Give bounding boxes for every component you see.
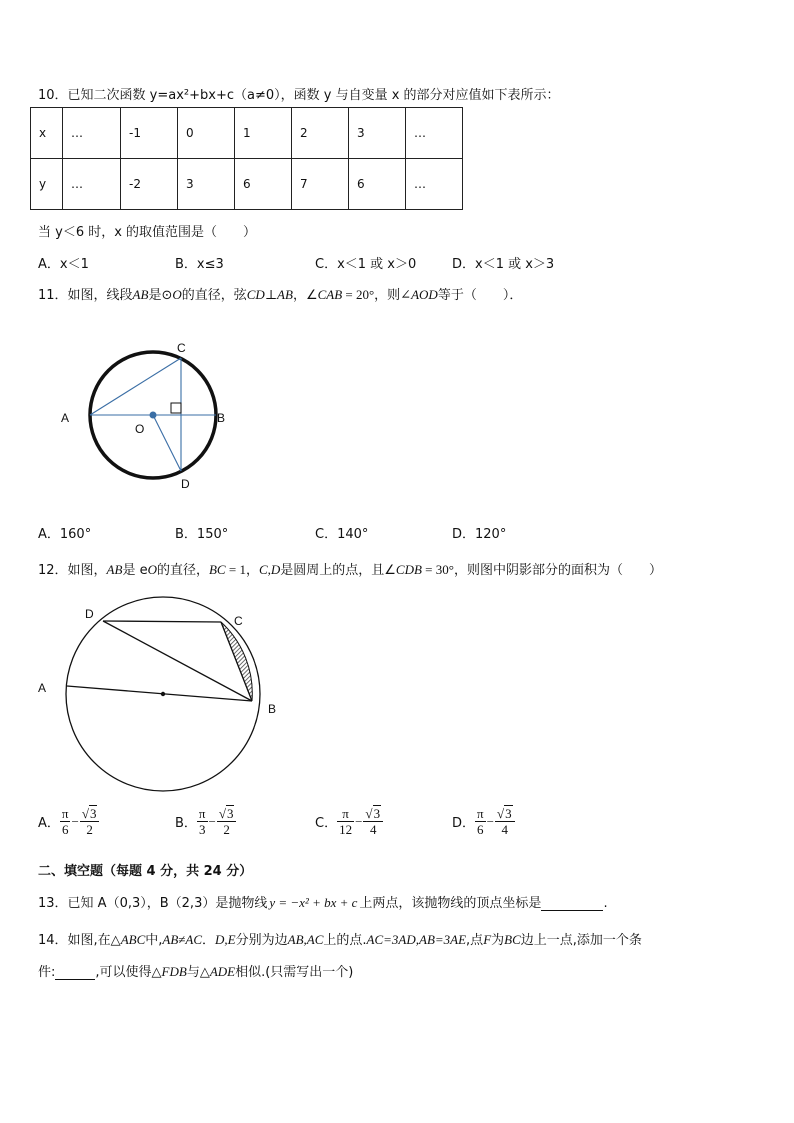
math-var: AB <box>277 287 293 302</box>
q12-option-d[interactable] <box>452 806 515 837</box>
text-span: 为 <box>491 933 505 948</box>
math-var: BC <box>208 562 226 577</box>
text-span: 件: <box>38 965 56 980</box>
text-span: . <box>603 896 608 911</box>
text-span: 上的点. <box>323 933 367 948</box>
math-var: AB <box>132 287 149 302</box>
label-c: C <box>177 341 186 355</box>
denominator: 4 <box>501 822 508 837</box>
text-span: 中, <box>145 933 163 948</box>
math-var: AOD <box>411 287 438 302</box>
segment-ac <box>90 358 181 415</box>
option-label: A． <box>38 816 60 831</box>
table-cell: -2 <box>121 159 178 210</box>
table-cell: 6 <box>349 159 406 210</box>
radicand: 3 <box>505 806 512 821</box>
text-span: ,可以使得△ <box>95 965 162 980</box>
text-span: ． <box>202 933 216 948</box>
math-var: ADE <box>209 964 236 979</box>
minus-sign: − <box>355 813 363 829</box>
label-d: D <box>85 607 94 621</box>
chord-dc <box>103 621 221 622</box>
math-var: O <box>172 287 182 302</box>
q11-option-c[interactable]: C．140° <box>315 527 369 542</box>
text-span: 的直径， <box>156 563 209 578</box>
text-span: 是圆周上的点，且∠ <box>280 563 396 578</box>
q10-option-b[interactable]: B．x≤3 <box>175 257 224 272</box>
denominator: 2 <box>223 822 230 837</box>
table-cell: 2 <box>292 108 349 159</box>
fraction <box>60 806 71 837</box>
right-angle-mark <box>171 403 181 413</box>
denominator: 12 <box>339 822 353 837</box>
fraction <box>337 806 354 837</box>
text-span: 13．已知 A（0,3），B（2,3）是抛物线 <box>38 896 268 911</box>
math-symbol: ⊥ <box>264 287 278 302</box>
math-var: C,D <box>258 562 281 577</box>
label-d: D <box>181 477 190 491</box>
q10-option-a[interactable]: A．x＜1 <box>38 257 89 272</box>
table-row <box>31 159 463 210</box>
math-var: CD <box>246 287 265 302</box>
q10-condition: 当 y＜6 时，x 的取值范围是（ ） <box>38 225 257 240</box>
diameter-ab <box>67 686 252 701</box>
fraction: $\frac{√3}{2}$ <box>80 806 100 837</box>
table-cell: x <box>31 108 63 159</box>
q12-option-b[interactable] <box>175 806 236 837</box>
table-cell: 3 <box>349 108 406 159</box>
q10-option-d[interactable]: D．x＜1 或 x＞3 <box>452 257 555 272</box>
label-o: O <box>135 422 145 436</box>
label-a: A <box>61 411 70 425</box>
section-heading: 二、填空题（每题 4 分，共 24 分） <box>38 864 253 879</box>
table-cell: 7 <box>292 159 349 210</box>
minus-sign: − <box>71 813 79 829</box>
table-cell: … <box>63 159 121 210</box>
numerator: π <box>198 806 206 821</box>
table-cell: y <box>31 159 63 210</box>
text-span: = 1， <box>225 562 259 577</box>
math-var: AB <box>106 562 123 577</box>
minus-sign: − <box>208 813 216 829</box>
text-span: 11．如图，线段 <box>38 288 133 303</box>
math-var: D,E <box>215 932 236 947</box>
numerator: π <box>61 806 69 821</box>
q10-option-c[interactable]: C．x＜1 或 x＞0 <box>315 257 417 272</box>
fraction <box>475 806 486 837</box>
text-span: 12．如图， <box>38 563 107 578</box>
text-span: 分别为边 <box>235 933 288 948</box>
label-b: B <box>268 702 277 716</box>
text-span: 与△ <box>186 965 210 980</box>
math-var: BC <box>504 932 521 947</box>
fraction: $\frac{√3}{4}$ <box>363 806 383 837</box>
segment-od <box>153 415 181 471</box>
text-span: 是 e <box>122 563 148 578</box>
table-cell: 0 <box>178 108 235 159</box>
text-span: 等于（ ）． <box>437 288 523 303</box>
numerator: π <box>337 806 354 822</box>
option-label: C． <box>315 816 338 831</box>
math-var: ABC <box>120 932 146 947</box>
q10-value-table <box>30 107 463 210</box>
text-span: ，∠ <box>292 288 318 303</box>
q11-option-d[interactable]: D．120° <box>452 527 507 542</box>
math-var: CAB <box>317 287 343 302</box>
text-span: 边上一点,添加一个条 <box>520 933 642 948</box>
label-b: B <box>217 411 226 425</box>
text-span: = 30°，则图中阴影部分的面积为（ ） <box>421 562 662 577</box>
math-formula: y = −x² + bx + c <box>269 895 358 910</box>
text-span: ,点 <box>466 933 484 948</box>
center-dot <box>161 692 165 696</box>
table-row <box>31 108 463 159</box>
denominator: 6 <box>477 822 484 837</box>
q10-stem: 10．已知二次函数 y=ax²+bx+c（a≠0），函数 y 与自变量 x 的部分对应值如下表所示： <box>38 88 560 103</box>
denominator: 2 <box>86 822 93 837</box>
radicand: 3 <box>89 806 97 821</box>
text-span: 的直径，弦 <box>181 288 247 303</box>
q14-stem-line1 <box>38 929 642 948</box>
q11-figure <box>55 335 245 495</box>
label-c: C <box>234 614 243 628</box>
table-cell: 1 <box>235 108 292 159</box>
option-label: D． <box>452 816 476 831</box>
table-cell: 3 <box>178 159 235 210</box>
math-var: AB,AC <box>287 932 324 947</box>
q12-figure <box>30 590 290 800</box>
numerator: π <box>477 806 484 821</box>
option-label: B． <box>175 816 197 831</box>
label-a: A <box>38 681 47 695</box>
center-dot <box>150 412 157 419</box>
radicand: 3 <box>226 806 234 821</box>
q12-option-c[interactable] <box>315 806 383 837</box>
q13-stem <box>38 892 608 911</box>
q11-option-a[interactable]: A．160° <box>38 527 92 542</box>
q11-stem <box>38 284 522 303</box>
table-cell: … <box>63 108 121 159</box>
answer-blank[interactable] <box>541 896 603 911</box>
table-cell: … <box>406 159 463 210</box>
denominator: 6 <box>61 822 69 837</box>
denominator: 3 <box>198 822 206 837</box>
math-var: O <box>147 562 157 577</box>
q11-option-b[interactable]: B．150° <box>175 527 229 542</box>
fraction: $\frac{√3}{4}$ <box>495 806 515 837</box>
table-cell: -1 <box>121 108 178 159</box>
q14-stem-line2 <box>38 961 353 980</box>
fraction <box>197 806 208 837</box>
minus-sign: − <box>486 813 494 829</box>
text-span: 上两点，该抛物线的顶点坐标是 <box>359 896 542 911</box>
q12-stem <box>38 559 662 578</box>
text-span: 相似.(只需写出一个) <box>235 965 354 980</box>
answer-blank[interactable] <box>55 965 95 980</box>
radicand: 3 <box>373 806 381 821</box>
math-var: F <box>483 932 492 947</box>
math-var: AB≠AC <box>162 932 203 947</box>
denominator: 4 <box>369 822 377 837</box>
table-cell: … <box>406 108 463 159</box>
fraction: $\frac{√3}{2}$ <box>217 806 237 837</box>
math-var: CDB <box>395 562 422 577</box>
table-cell: 6 <box>235 159 292 210</box>
math-var: FDB <box>161 964 187 979</box>
text-span: = 20°，则∠ <box>342 287 412 302</box>
text-span: 14．如图,在△ <box>38 933 121 948</box>
q12-option-a[interactable] <box>38 806 99 837</box>
text-span: 是⊙ <box>148 288 173 303</box>
math-var: AC=3AD,AB=3AE <box>366 932 467 947</box>
